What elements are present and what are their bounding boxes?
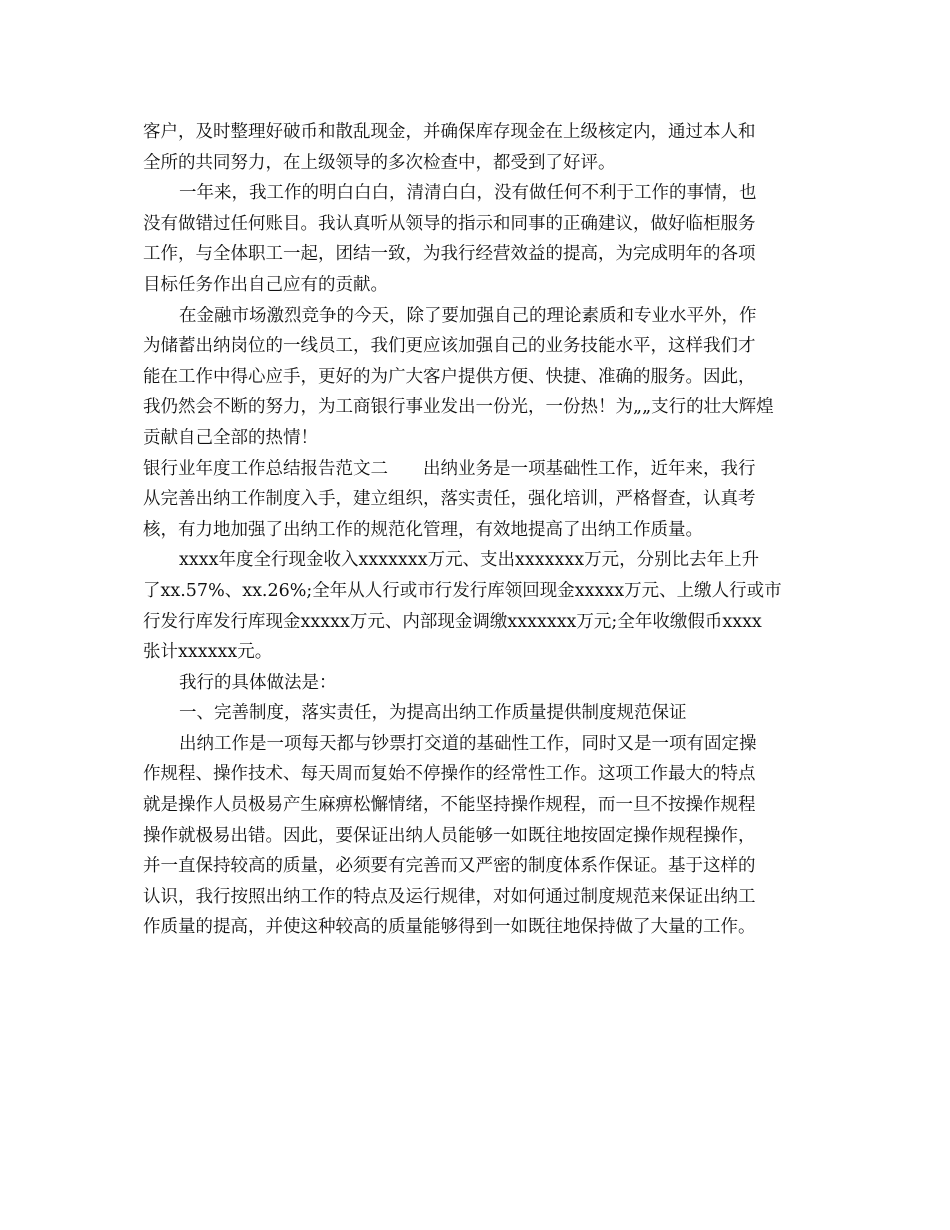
text-line: 行发行库发行库现金xxxxx万元、内部现金调缴xxxxxxx万元;全年收缴假币xxxx [143, 611, 762, 632]
text-line: 了xx.57%、xx.26%;全年从人行或市行发行库领回现金xxxxx万元、上缴人行或市 [143, 580, 782, 601]
text-line: 就是操作人员极易产生麻痹松懈情绪，不能坚持操作规程，而一旦不按操作规程 [143, 795, 756, 816]
text-line: 客户，及时整理好破币和散乱现金，并确保库存现金在上级核定内，通过本人和 [143, 122, 756, 142]
text-line: 作规程、操作技术、每天周而复始不停操作的经常性工作。这项工作最大的特点 [143, 764, 756, 785]
text-line: 没有做错过任何账目。我认真听从领导的指示和同事的正确建议，做好临柜服务 [143, 213, 756, 234]
text-line: 我行的具体做法是： [179, 672, 337, 693]
text-line: 银行业年度工作总结报告范文二 出纳业务是一项基础性工作，近年来，我行 [143, 458, 756, 479]
section-heading: 一、完善制度，落实责任，为提高出纳工作质量提供制度规范保证 [179, 703, 687, 724]
text-line: 出纳工作是一项每天都与钞票打交道的基础性工作，同时又是一项有固定操 [179, 733, 757, 754]
text-line: 在金融市场激烈竞争的今天，除了要加强自己的理论素质和专业水平外，作 [179, 305, 757, 326]
text-line: 认识，我行按照出纳工作的特点及运行规律，对如何通过制度规范来保证出纳工 [143, 886, 756, 907]
text-line: 张计xxxxxx元。 [143, 642, 273, 663]
text-line: 工作，与全体职工一起，团结一致，为我行经营效益的提高，为完成明年的各项 [143, 244, 756, 265]
text-line: 贡献自己全部的热情！ [143, 427, 318, 448]
document-body [143, 117, 809, 943]
text-line: 能在工作中得心应手，更好的为广大客户提供方便、快捷、准确的服务。因此， [143, 366, 756, 387]
text-line: 一年来，我工作的明白白白，清清白白，没有做任何不利于工作的事情，也 [179, 183, 757, 204]
text-line: 我仍然会不断的努力，为工商银行事业发出一份光，一份热！为„„支行的壮大辉煌 [143, 397, 774, 418]
text-line: 作质量的提高，并使这种较高的质量能够得到一如既往地保持做了大量的工作。 [143, 917, 756, 938]
text-line: 全所的共同努力，在上级领导的多次检查中，都受到了好评。 [143, 152, 616, 173]
text-line: 目标任务作出自己应有的贡献。 [143, 274, 388, 295]
text-line: 为储蓄出纳岗位的一线员工，我们更应该加强自己的业务技能水平，这样我们才 [143, 336, 756, 357]
text-line: xxxx年度全行现金收入xxxxxxx万元、支出xxxxxxx万元，分别比去年上升 [179, 550, 760, 571]
text-line: 操作就极易出错。因此，要保证出纳人员能够一如既往地按固定操作规程操作， [143, 825, 756, 846]
text-line: 从完善出纳工作制度入手，建立组织，落实责任，强化培训，严格督查，认真考 [143, 489, 756, 510]
text-line: 核，有力地加强了出纳工作的规范化管理，有效地提高了出纳工作质量。 [143, 519, 703, 540]
text-line: 并一直保持较高的质量，必须要有完善而又严密的制度体系作保证。基于这样的 [143, 856, 756, 877]
